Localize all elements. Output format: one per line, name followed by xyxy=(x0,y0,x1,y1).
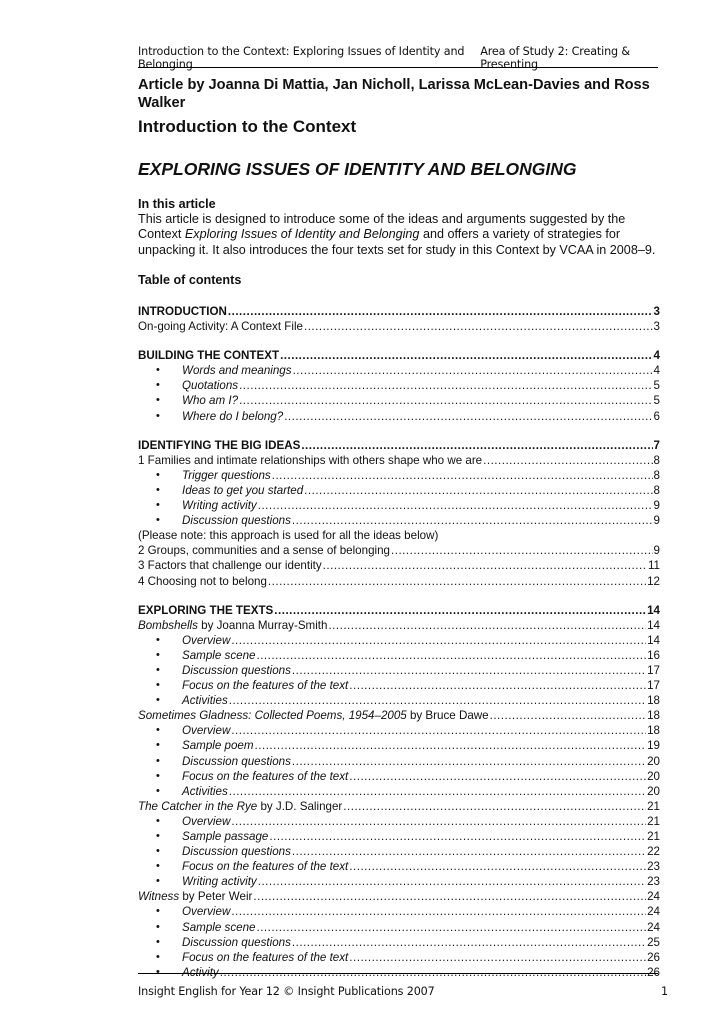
context-title-italic: Exploring Issues of Identity and Belonging xyxy=(184,227,420,242)
toc-entry[interactable] xyxy=(138,784,660,799)
page-footer xyxy=(138,985,668,998)
toc-leader-dots xyxy=(301,438,652,453)
toc-leader-dots xyxy=(229,693,646,708)
bullet-icon: • xyxy=(156,784,160,797)
toc-entry[interactable] xyxy=(138,513,660,528)
toc-entry[interactable] xyxy=(138,438,660,453)
toc-page-number: 9 xyxy=(653,499,660,513)
toc-page-number: 18 xyxy=(647,724,660,738)
toc-page-number: 20 xyxy=(647,769,660,783)
article-text-part-1: This article is designed to introduce some of the ideas and arguments suggested by the Context xyxy=(138,212,626,242)
toc-entry-label: Trigger questions xyxy=(182,468,271,482)
toc-text-author: by Bruce Dawe xyxy=(406,709,489,723)
toc-entry[interactable] xyxy=(138,304,660,319)
toc-entry[interactable] xyxy=(138,319,660,334)
toc-page-number: 21 xyxy=(647,830,660,844)
toc-spacer xyxy=(138,334,660,348)
toc-entry-label xyxy=(138,618,327,633)
toc-page-number: 14 xyxy=(647,633,660,647)
toc-page-number: 8 xyxy=(653,483,660,497)
toc-page-number: 20 xyxy=(647,754,660,768)
bullet-icon: • xyxy=(156,950,160,963)
toc-text-author: by Joanna Murray-Smith xyxy=(197,618,328,632)
toc-page-number: 25 xyxy=(647,935,660,949)
toc-page-number: 3 xyxy=(653,305,660,319)
page-content xyxy=(138,76,660,980)
toc-leader-dots xyxy=(292,754,646,769)
toc-page-number: 5 xyxy=(653,394,660,408)
toc-entry[interactable] xyxy=(138,769,660,784)
toc-page-number: 14 xyxy=(647,618,660,632)
toc-entry-label: Sample poem xyxy=(182,739,254,753)
in-this-article-section xyxy=(138,197,660,258)
toc-leader-dots xyxy=(256,920,646,935)
bullet-icon: • xyxy=(156,379,160,392)
toc-leader-dots xyxy=(483,453,652,468)
toc-entry[interactable] xyxy=(138,633,660,648)
toc-entry[interactable] xyxy=(138,393,660,408)
main-title: EXPLORING ISSUES OF IDENTITY AND BELONGING xyxy=(138,159,577,179)
footer-page-number: 1 xyxy=(661,985,668,998)
toc-text-title: Witness xyxy=(138,890,180,904)
toc-entry-label: Quotations xyxy=(182,379,239,393)
toc-leader-dots xyxy=(292,663,646,678)
header-right-text: Area of Study 2: Creating & Presenting xyxy=(480,45,630,71)
toc-leader-dots xyxy=(349,678,646,693)
toc-page-number: 18 xyxy=(647,694,660,708)
toc-entry[interactable] xyxy=(138,693,660,708)
toc-entry-label: 4 Choosing not to belong xyxy=(138,574,267,588)
toc-leader-dots xyxy=(292,844,646,859)
toc-entry-label: Discussion questions xyxy=(182,935,291,949)
toc-page-number: 24 xyxy=(647,905,660,919)
toc-leader-dots xyxy=(231,904,646,919)
toc-heading: Table of contents xyxy=(138,272,242,287)
toc-leader-dots xyxy=(343,799,646,814)
toc-page-number: 14 xyxy=(647,603,660,617)
toc-page-number: 4 xyxy=(653,364,660,378)
bullet-icon: • xyxy=(156,769,160,782)
toc-note xyxy=(138,528,660,543)
toc-leader-dots xyxy=(490,708,647,723)
article-text-part-2: and offers a variety of strategies for unpacking it. It also introduces the four texts set for study in this Context by VCAA in 2008–9. xyxy=(138,227,656,257)
toc-leader-dots xyxy=(256,648,646,663)
toc-entry-label: Sample scene xyxy=(182,648,256,662)
toc-page-number: 8 xyxy=(653,468,660,482)
toc-leader-dots xyxy=(349,950,646,965)
toc-leader-dots xyxy=(269,829,646,844)
toc-page-number: 21 xyxy=(647,799,660,813)
toc-leader-dots xyxy=(280,348,652,363)
toc-entry[interactable] xyxy=(138,378,660,393)
toc-entry[interactable] xyxy=(138,904,660,919)
toc-entry[interactable] xyxy=(138,409,660,424)
bullet-icon: • xyxy=(156,648,160,661)
in-this-article-heading: In this article xyxy=(138,197,216,211)
toc-leader-dots xyxy=(231,814,646,829)
toc-leader-dots xyxy=(323,558,647,573)
toc-entry[interactable] xyxy=(138,648,660,663)
toc-entry[interactable] xyxy=(138,874,660,889)
toc-leader-dots xyxy=(304,483,652,498)
bullet-icon: • xyxy=(156,830,160,843)
toc-page-number: 3 xyxy=(653,320,660,334)
bullet-icon: • xyxy=(156,499,160,512)
bullet-icon: • xyxy=(156,965,160,978)
bullet-icon: • xyxy=(156,483,160,496)
toc-page-number: 18 xyxy=(647,709,660,723)
bullet-icon: • xyxy=(156,468,160,481)
toc-leader-dots xyxy=(284,409,652,424)
bullet-icon: • xyxy=(156,860,160,873)
toc-entry-label: Overview xyxy=(182,814,231,828)
toc-entry[interactable] xyxy=(138,754,660,769)
toc-page-number: 11 xyxy=(647,559,660,573)
bullet-icon: • xyxy=(156,814,160,827)
toc-entry[interactable] xyxy=(138,453,660,468)
toc-entry-label: Discussion questions xyxy=(182,754,291,768)
header-divider xyxy=(138,67,658,68)
toc-leader-dots xyxy=(293,363,653,378)
bullet-icon: • xyxy=(156,364,160,377)
toc-entry[interactable] xyxy=(138,844,660,859)
toc-page-number: 17 xyxy=(647,679,660,693)
toc-text-author: by Peter Weir xyxy=(179,890,253,904)
toc-page-number: 24 xyxy=(647,890,660,904)
bullet-icon: • xyxy=(156,663,160,676)
toc-entry[interactable] xyxy=(138,663,660,678)
authors-line: Article by Joanna Di Mattia, Jan Nicholl, Larissa McLean-Davies and Ross Walker xyxy=(138,77,650,111)
toc-page-number: 4 xyxy=(653,349,660,363)
toc-entry-label: Focus on the features of the text xyxy=(182,950,349,964)
toc-entry[interactable] xyxy=(138,558,660,573)
toc-entry-label: EXPLORING THE TEXTS xyxy=(138,603,274,617)
toc-entry-label: Focus on the features of the text xyxy=(182,679,349,693)
toc-entry-label xyxy=(138,708,489,723)
toc-entry-label: Activities xyxy=(182,784,228,798)
toc-page-number: 6 xyxy=(653,409,660,423)
bullet-icon: • xyxy=(156,845,160,858)
toc-entry-label: 3 Factors that challenge our identity xyxy=(138,559,322,573)
toc-leader-dots xyxy=(304,319,653,334)
toc-spacer xyxy=(138,589,660,603)
toc-entry[interactable] xyxy=(138,799,660,814)
toc-leader-dots xyxy=(349,859,646,874)
toc-leader-dots xyxy=(391,543,653,558)
toc-entry-label: Sample passage xyxy=(182,830,269,844)
toc-leader-dots xyxy=(229,784,646,799)
toc-spacer xyxy=(138,424,660,438)
toc-page-number: 9 xyxy=(653,514,660,528)
toc-leader-dots xyxy=(239,378,652,393)
toc-page-number: 8 xyxy=(653,453,660,467)
toc-entry-label: Overview xyxy=(182,724,231,738)
toc-leader-dots xyxy=(255,738,647,753)
toc-page-number: 7 xyxy=(653,438,660,452)
intro-title: Introduction to the Context xyxy=(138,117,357,136)
toc-entry-label: 1 Families and intimate relationships with others shape who we are xyxy=(138,453,483,467)
toc-entry-label: Sample scene xyxy=(182,920,256,934)
toc-entry[interactable] xyxy=(138,723,660,738)
toc-page-number: 26 xyxy=(647,965,660,979)
toc-entry[interactable] xyxy=(138,498,660,513)
toc-entry-label: Discussion questions xyxy=(182,845,291,859)
toc-leader-dots xyxy=(231,633,646,648)
toc-entry-label: Where do I belong? xyxy=(182,409,284,423)
toc-entry-label: On-going Activity: A Context File xyxy=(138,320,303,334)
toc-entry[interactable] xyxy=(138,618,660,633)
toc-entry-label: Activity xyxy=(182,965,219,979)
table-of-contents xyxy=(138,304,660,980)
bullet-icon: • xyxy=(156,514,160,527)
toc-entry-label: Discussion questions xyxy=(182,663,291,677)
toc-page-number: 5 xyxy=(653,379,660,393)
toc-entry[interactable] xyxy=(138,363,660,378)
toc-entry[interactable] xyxy=(138,603,660,618)
bullet-icon: • xyxy=(156,694,160,707)
footer-copyright: Insight English for Year 12 © Insight Publications 2007 xyxy=(138,985,435,998)
toc-leader-dots xyxy=(253,889,646,904)
toc-page-number: 19 xyxy=(647,739,660,753)
toc-leader-dots xyxy=(258,874,646,889)
toc-entry-label: Focus on the features of the text xyxy=(182,860,349,874)
toc-entry[interactable] xyxy=(138,935,660,950)
toc-leader-dots xyxy=(268,574,646,589)
toc-page-number: 12 xyxy=(647,574,660,588)
toc-entry-label: Focus on the features of the text xyxy=(182,769,349,783)
toc-entry-label: INTRODUCTION xyxy=(138,305,227,319)
toc-text-title: Bombshells xyxy=(138,618,198,632)
toc-entry-label: Ideas to get you started xyxy=(182,483,304,497)
toc-page-number: 22 xyxy=(647,845,660,859)
toc-leader-dots xyxy=(231,723,646,738)
toc-page-number: 21 xyxy=(647,814,660,828)
toc-entry[interactable] xyxy=(138,678,660,693)
footer-divider xyxy=(138,973,658,974)
bullet-icon: • xyxy=(156,935,160,948)
in-this-article-text xyxy=(138,212,660,258)
toc-note-text: (Please note: this approach is used for all the ideas below) xyxy=(138,529,439,543)
toc-entry-label xyxy=(138,799,342,814)
toc-leader-dots xyxy=(274,603,646,618)
toc-entry[interactable] xyxy=(138,708,660,723)
toc-entry[interactable] xyxy=(138,738,660,753)
toc-entry[interactable] xyxy=(138,468,660,483)
toc-text-author: by J.D. Salinger xyxy=(257,799,343,813)
bullet-icon: • xyxy=(156,633,160,646)
toc-entry-label: Overview xyxy=(182,633,231,647)
toc-entry[interactable] xyxy=(138,829,660,844)
toc-page-number: 23 xyxy=(647,860,660,874)
toc-page-number: 9 xyxy=(653,544,660,558)
toc-entry-label: IDENTIFYING THE BIG IDEAS xyxy=(138,438,301,452)
toc-entry[interactable] xyxy=(138,543,660,558)
toc-entry-label xyxy=(138,889,252,904)
toc-leader-dots xyxy=(272,468,653,483)
toc-page-number: 24 xyxy=(647,920,660,934)
bullet-icon: • xyxy=(156,875,160,888)
header-left-text: Introduction to the Context: Exploring Issues of Identity and Belonging xyxy=(138,45,465,71)
toc-entry-label: Discussion questions xyxy=(182,514,291,528)
toc-entry-label: Words and meanings xyxy=(182,364,292,378)
toc-leader-dots xyxy=(239,393,652,408)
toc-leader-dots xyxy=(228,304,653,319)
toc-leader-dots xyxy=(292,513,653,528)
toc-page-number: 20 xyxy=(647,784,660,798)
toc-page-number: 16 xyxy=(647,648,660,662)
bullet-icon: • xyxy=(156,754,160,767)
toc-entry-label: Overview xyxy=(182,905,231,919)
toc-entry-label: BUILDING THE CONTEXT xyxy=(138,349,280,363)
toc-entry[interactable] xyxy=(138,889,660,904)
bullet-icon: • xyxy=(156,409,160,422)
toc-leader-dots xyxy=(328,618,646,633)
bullet-icon: • xyxy=(156,739,160,752)
toc-entry[interactable] xyxy=(138,950,660,965)
toc-entry-label: Who am I? xyxy=(182,394,239,408)
bullet-icon: • xyxy=(156,679,160,692)
bullet-icon: • xyxy=(156,920,160,933)
toc-page-number: 17 xyxy=(647,663,660,677)
toc-entry[interactable] xyxy=(138,814,660,829)
toc-entry-label: Writing activity xyxy=(182,499,257,513)
toc-entry[interactable] xyxy=(138,859,660,874)
toc-page-number: 26 xyxy=(647,950,660,964)
toc-page-number: 23 xyxy=(647,875,660,889)
bullet-icon: • xyxy=(156,905,160,918)
toc-leader-dots xyxy=(258,498,653,513)
toc-leader-dots xyxy=(349,769,646,784)
toc-entry-label: Activities xyxy=(182,694,228,708)
toc-text-title: The Catcher in the Rye xyxy=(138,799,258,813)
toc-entry-label: 2 Groups, communities and a sense of belonging xyxy=(138,544,390,558)
toc-entry-label: Writing activity xyxy=(182,875,257,889)
toc-entry[interactable] xyxy=(138,920,660,935)
toc-entry[interactable] xyxy=(138,574,660,589)
bullet-icon: • xyxy=(156,724,160,737)
toc-text-title: Sometimes Gladness: Collected Poems, 1954–2005 xyxy=(138,709,407,723)
toc-leader-dots xyxy=(292,935,646,950)
toc-entry[interactable] xyxy=(138,348,660,363)
bullet-icon: • xyxy=(156,394,160,407)
toc-entry[interactable] xyxy=(138,483,660,498)
